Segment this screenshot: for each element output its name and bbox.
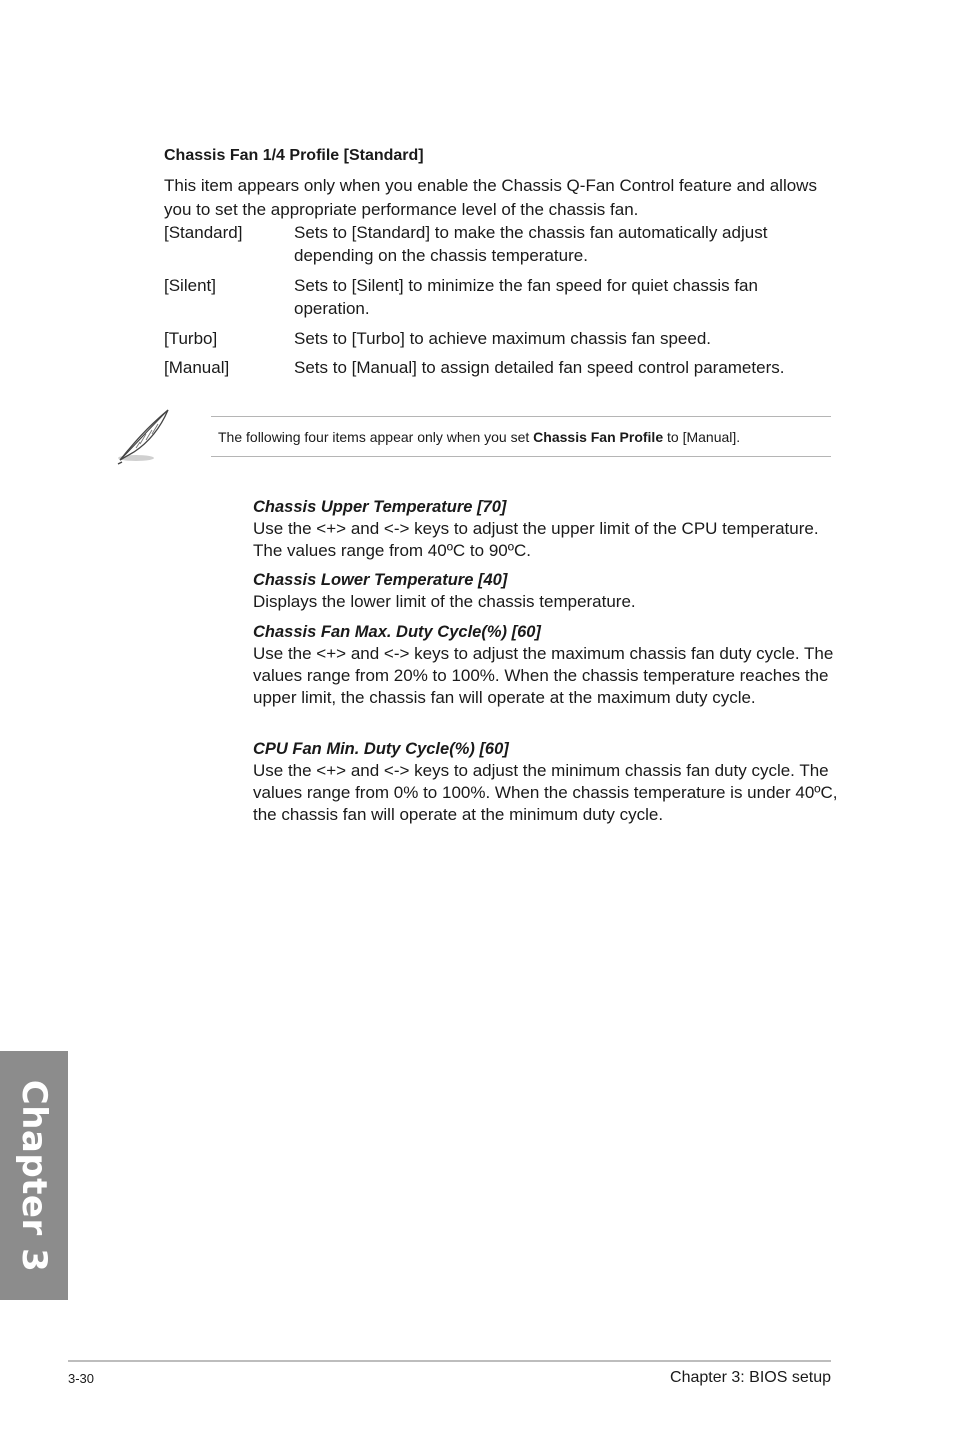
option-key: [Standard] [164,223,243,242]
option-standard [164,221,834,267]
option-desc: Sets to [Turbo] to achieve maximum chassis fan speed. [294,329,712,348]
item-cpu-fan-min-duty [253,738,838,825]
item-title: Chassis Fan Max. Duty Cycle(%) [60] [253,623,541,641]
footer-chapter-title: Chapter 3: BIOS setup [670,1369,831,1386]
chapter-tab [0,1051,68,1300]
section-heading: Chassis Fan 1/4 Profile [Standard] [164,147,424,164]
section-intro: This item appears only when you enable the Chassis Q-Fan Control feature and allows you to set the appropriate performance level of the chassis fan. [164,176,817,219]
option-key: [Silent] [164,276,216,295]
option-desc: Sets to [Standard] to make the chassis fan automatically adjust depending on the chassis temperature. [294,223,768,265]
item-title: Chassis Upper Temperature [70] [253,498,507,516]
option-key: [Turbo] [164,329,218,348]
option-key: [Manual] [164,358,230,377]
option-turbo [164,327,834,350]
item-body: Use the <+> and <-> keys to adjust the maximum chassis fan duty cycle. The values range from 20% to 100%. When the chassis temperature reaches the upper limit, the chassis fan will operate at the maximum duty cycle. [253,644,834,707]
item-body: Use the <+> and <-> keys to adjust the minimum chassis fan duty cycle. The values range from 0% to 100%. When the chassis temperature is under 40ºC, the chassis fan will operate at the minimum duty cycle. [253,761,838,824]
note-bold: Chassis Fan Profile [533,429,664,445]
option-desc: Sets to [Manual] to assign detailed fan speed control parameters. [294,358,785,377]
item-title: CPU Fan Min. Duty Cycle(%) [60] [253,740,509,758]
item-chassis-fan-max-duty [253,621,838,708]
item-chassis-lower-temp [253,569,838,613]
note-bottom-rule [211,456,831,457]
item-title: Chassis Lower Temperature [40] [253,571,508,589]
item-body: Displays the lower limit of the chassis temperature. [253,592,636,611]
footer-rule [68,1360,831,1362]
page-number: 3-30 [68,1371,95,1386]
option-desc: Sets to [Silent] to minimize the fan speed for quiet chassis fan operation. [294,276,758,318]
note-text: The following four items appear only when you set Chassis Fan Profile to [Manual]. [218,429,741,445]
chapter-tab-label: Chapter 3 [14,1079,54,1273]
option-silent [164,274,834,320]
item-body: Use the <+> and <-> keys to adjust the upper limit of the CPU temperature. The values range from 40ºC to 90ºC. [253,519,819,560]
note-top-rule [211,416,831,417]
feather-pen-icon [112,404,174,466]
option-manual [164,356,834,379]
item-chassis-upper-temp [253,496,838,562]
